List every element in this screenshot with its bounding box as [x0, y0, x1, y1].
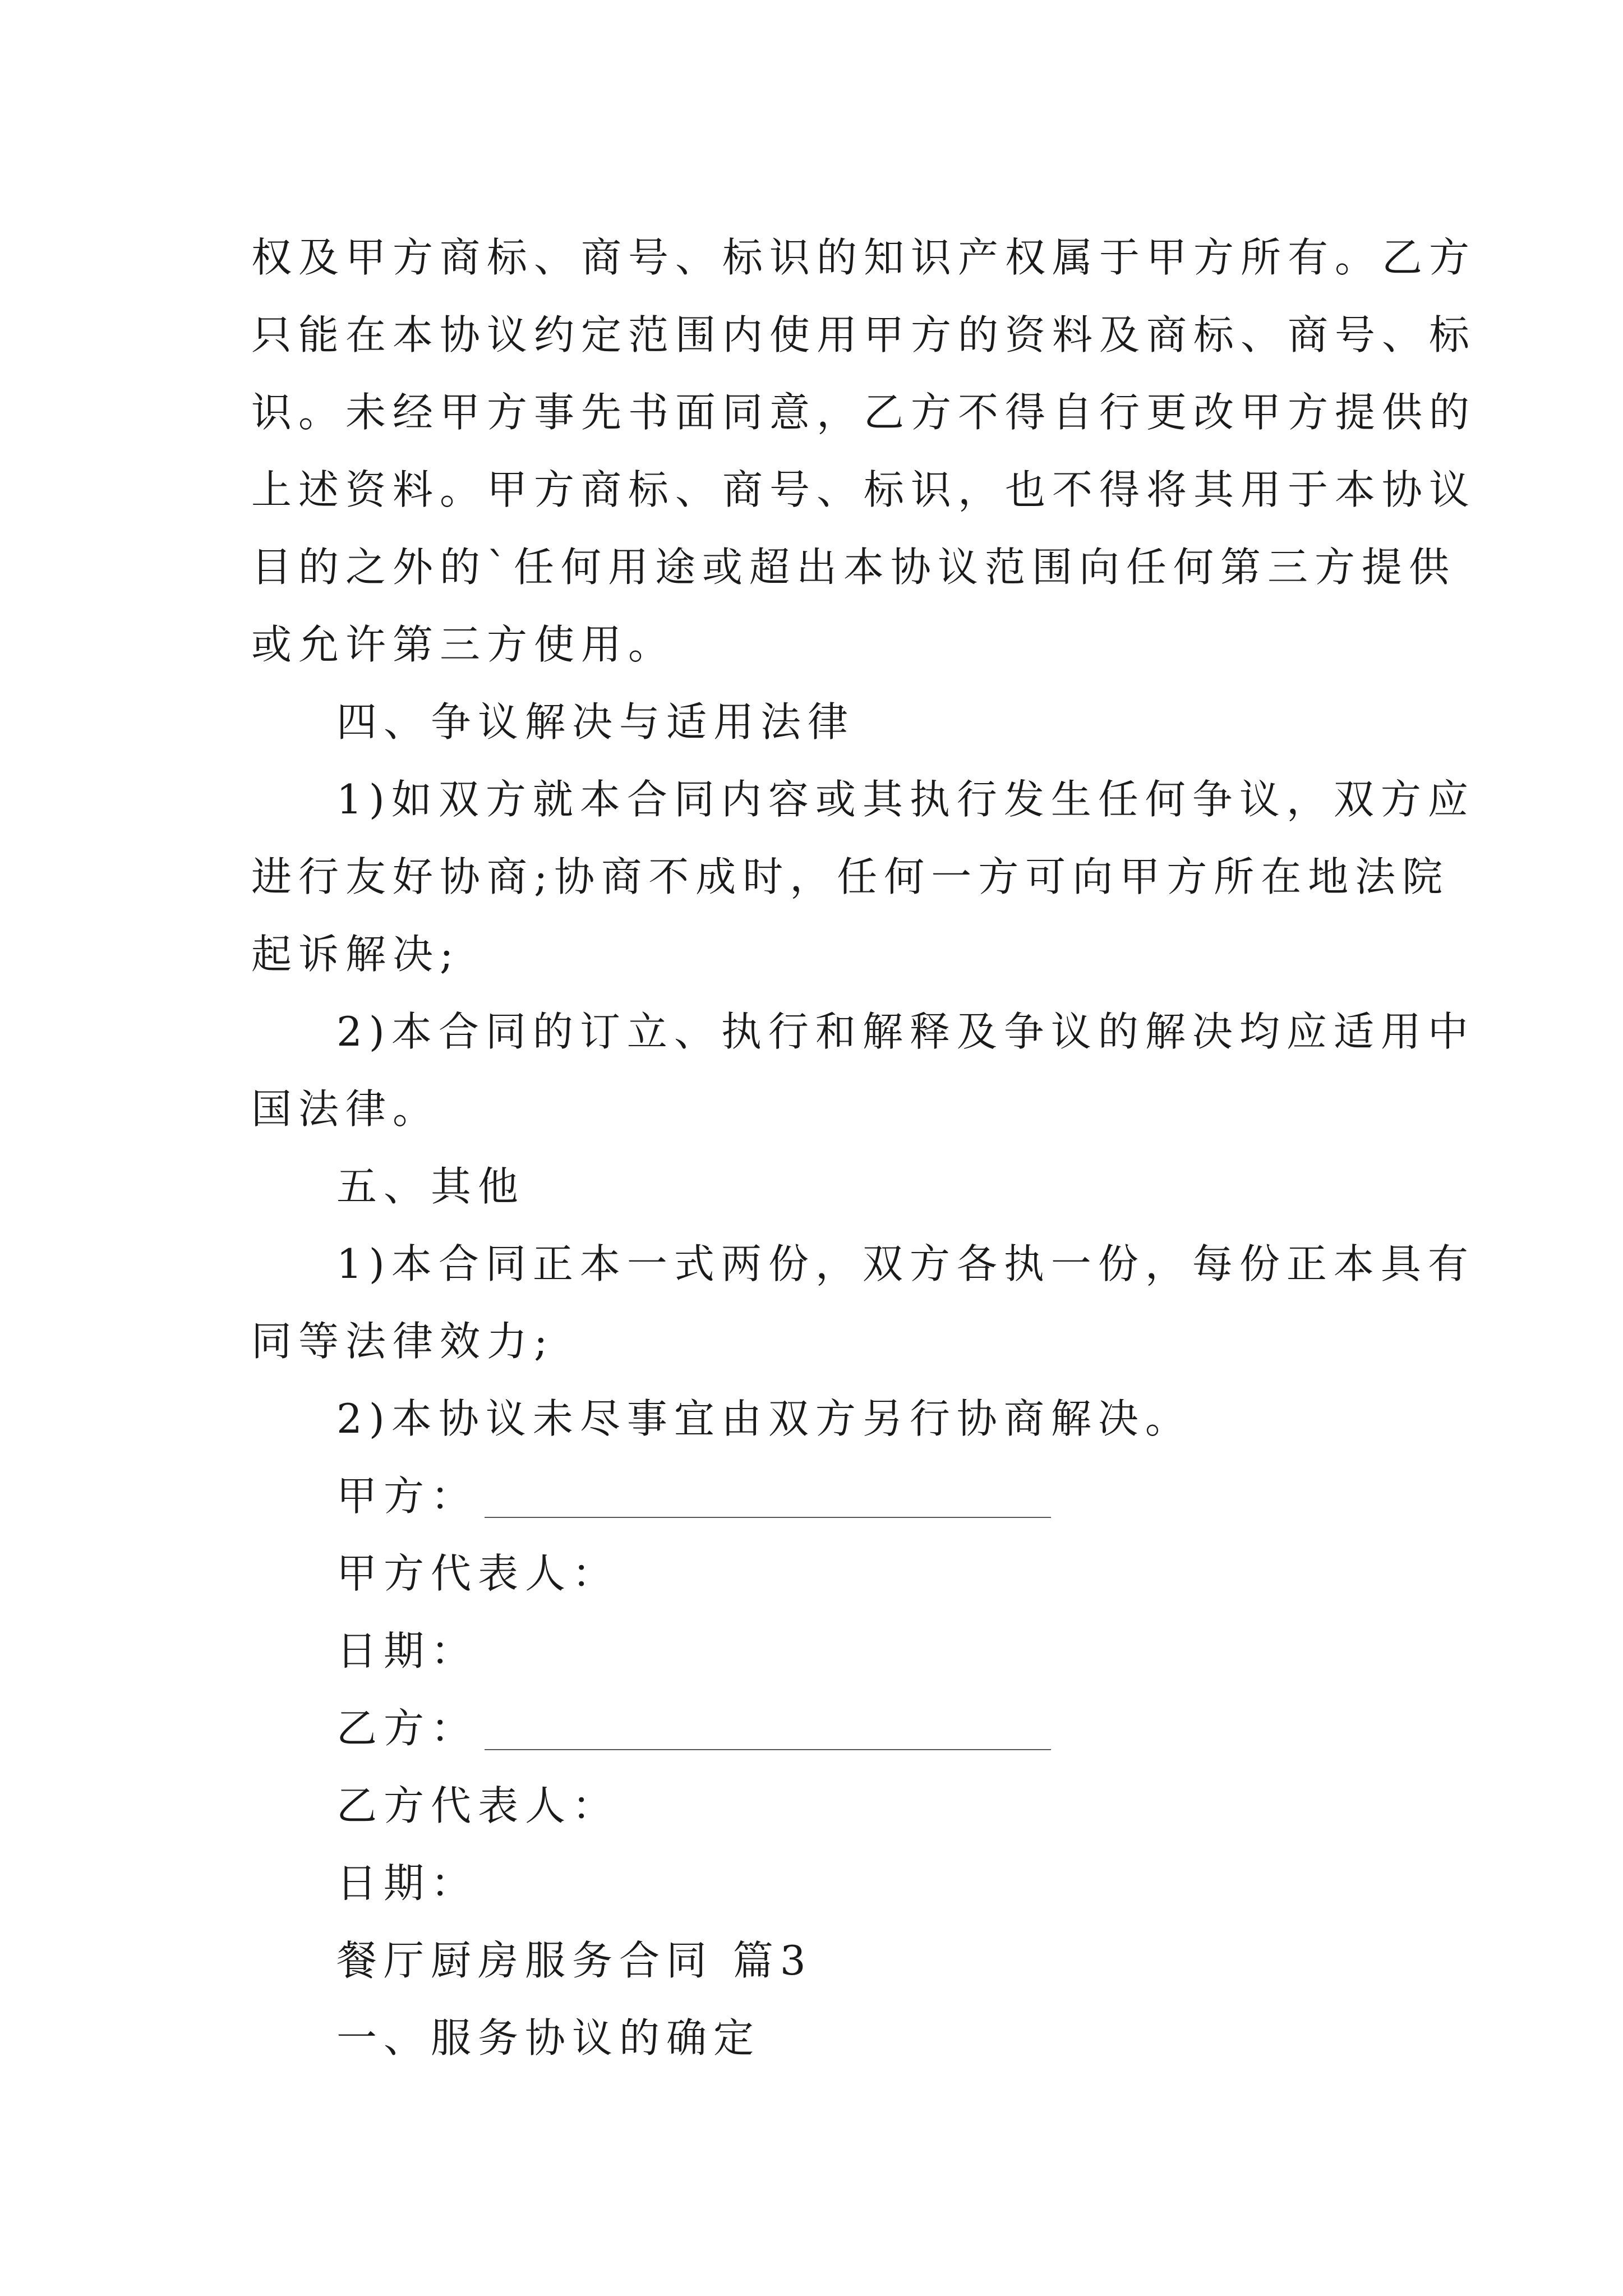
- party-b-date-label: 日期：: [336, 1860, 478, 1907]
- text-line: 同等法律效力;: [251, 1318, 555, 1365]
- paragraph-ip-rights: [251, 219, 1477, 683]
- party-a-rep-label: 甲方代表人：: [336, 1550, 620, 1597]
- text-line: 只能在本协议约定范围内使用甲方的资料及商标、商号、标: [251, 311, 1477, 358]
- text-line: 1)如双方就本合同内容或其执行发生任何争议，双方应: [336, 776, 1475, 823]
- clause-dispute-2: [251, 993, 1475, 1148]
- party-a-label: 甲方：: [336, 1473, 478, 1520]
- section-heading-dispute: [251, 683, 1384, 761]
- party-b-row: [251, 1690, 1384, 1767]
- text-line: 或允许第三方使用。: [251, 621, 676, 668]
- signature-block: [251, 1457, 1384, 1922]
- text-line: 国法律。: [251, 1085, 440, 1133]
- party-b-rep-label: 乙方代表人：: [336, 1782, 620, 1829]
- clause-other-2: [251, 1380, 1384, 1457]
- party-b-signature-line: [485, 1749, 1051, 1750]
- party-b-label: 乙方：: [336, 1705, 478, 1752]
- section-heading: 四、争议解决与适用法律: [336, 698, 855, 746]
- document-body: [251, 219, 1477, 2077]
- text-line: 权及甲方商标、商号、标识的知识产权属于甲方所有。乙方: [251, 234, 1477, 281]
- contract-title: 餐厅厨房服务合同 篇3: [336, 1937, 813, 1984]
- text-line: 2)本合同的订立、执行和解释及争议的解决均应适用中: [336, 1008, 1475, 1055]
- text-line: 2)本协议未尽事宜由双方另行协商解决。: [336, 1395, 1192, 1442]
- text-line: 识。未经甲方事先书面同意，乙方不得自行更改甲方提供的: [251, 389, 1477, 436]
- party-a-date-label: 日期：: [336, 1627, 478, 1674]
- section-heading: 一、服务协议的确定: [336, 2014, 761, 2062]
- party-a-row: [251, 1457, 1384, 1535]
- clause-dispute-1: [251, 761, 1475, 993]
- text-line: 目的之外的`任何用途或超出本协议范围向任何第三方提供: [251, 544, 1456, 591]
- text-line: 上述资料。甲方商标、商号、标识，也不得将其用于本协议: [251, 466, 1477, 513]
- text-line: 进行友好协商;协商不成时，任何一方可向甲方所在地法院: [251, 853, 1450, 900]
- clause-other-1: [251, 1225, 1475, 1380]
- text-line: 起诉解决;: [251, 931, 460, 978]
- next-contract-section: [251, 1922, 1384, 2077]
- section-heading: 五、其他: [336, 1163, 525, 1210]
- text-line: 1)本合同正本一式两份，双方各执一份，每份正本具有: [336, 1240, 1475, 1287]
- party-a-signature-line: [485, 1517, 1051, 1518]
- section-heading-other: [251, 1148, 1384, 1225]
